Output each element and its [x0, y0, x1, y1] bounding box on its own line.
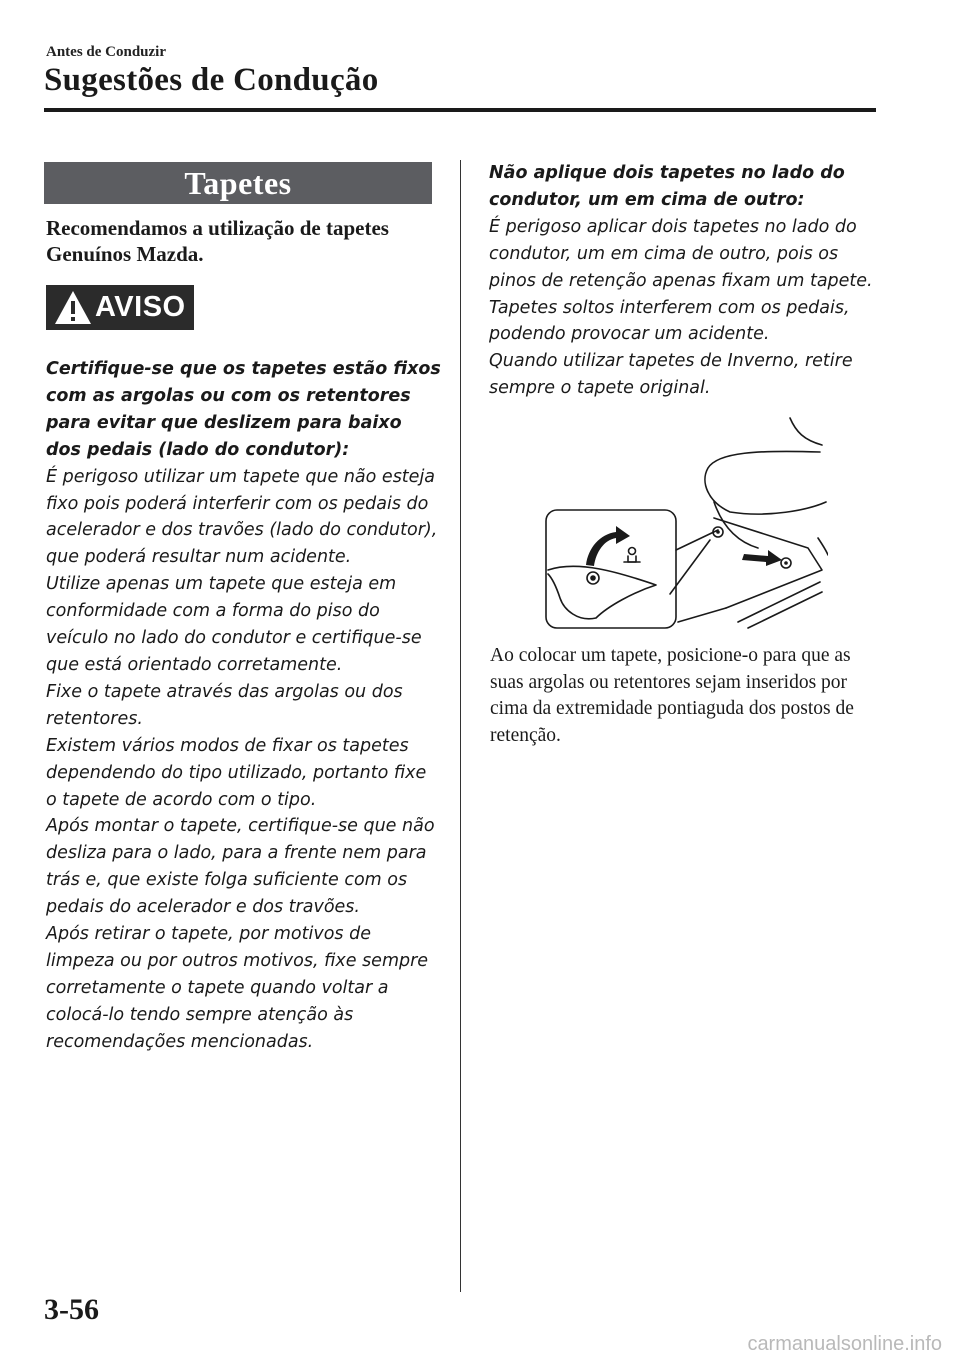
- right-warning-body: [489, 160, 889, 402]
- page-number: 3-56: [44, 1293, 99, 1326]
- floor-mat-retention-illustration: [538, 410, 828, 635]
- paragraph: É perigoso utilizar um tapete que não esteja fixo pois poderá interferir com os pedais do acelerador e dos travões (lado do condutor), que poderá resultar num acidente.: [46, 466, 438, 568]
- paragraph: Quando utilizar tapetes de Inverno, retire sempre o tapete original.: [489, 351, 853, 399]
- topic-heading: Tapetes: [44, 162, 432, 204]
- column-divider: [460, 160, 461, 1292]
- left-warning-body: [46, 356, 442, 1056]
- paragraph: É perigoso aplicar dois tapetes no lado do condutor, um em cima de outro, pois os pinos de retenção apenas fixam um tapete.: [489, 216, 873, 291]
- paragraph: Fixe o tapete através das argolas ou dos retentores.: [46, 681, 403, 729]
- section-title: Sugestões de Condução: [44, 62, 379, 98]
- paragraph: Existem vários modos de fixar os tapetes dependendo do tipo utilizado, portanto fixe o tapete de acordo com o tipo.: [46, 735, 427, 810]
- warning-title: Certifique-se que os tapetes estão fixos com as argolas ou com os retentores para evitar que deslizem para baixo dos pedais (lado do condutor):: [46, 359, 441, 460]
- warning-label: AVISO: [95, 291, 186, 323]
- figure-caption: Ao colocar um tapete, posicione-o para que as suas argolas ou retentores sejam inseridos por cima da extremidade pontiaguda dos postos de retenção.: [490, 645, 854, 746]
- intro-text: Recomendamos a utilização de tapetes Genuínos Mazda.: [46, 216, 389, 266]
- paragraph: Após retirar o tapete, por motivos de limpeza ou por outros motivos, fixe sempre corretamente o tapete quando voltar a colocá-lo tendo sempre atenção às recomendações mencionadas.: [46, 924, 429, 1052]
- warning-badge: [46, 285, 194, 330]
- paragraph: Utilize apenas um tapete que esteja em conformidade com a forma do piso do veículo no lado do condutor e certifique-se que está orientado corretamente.: [46, 574, 422, 675]
- warning-title: Não aplique dois tapetes no lado do condutor, um em cima de outro:: [489, 163, 845, 210]
- title-rule: [44, 108, 876, 112]
- chapter-label: Antes de Conduzir: [46, 44, 167, 60]
- watermark: carmanualsonline.info: [747, 1333, 942, 1355]
- paragraph: Após montar o tapete, certifique-se que não desliza para o lado, para a frente nem para trás e, que existe folga suficiente com os pedais do acelerador e dos travões.: [46, 816, 435, 918]
- warning-triangle-icon: [53, 288, 93, 328]
- paragraph: Tapetes soltos interferem com os pedais, podendo provocar um acidente.: [489, 297, 850, 345]
